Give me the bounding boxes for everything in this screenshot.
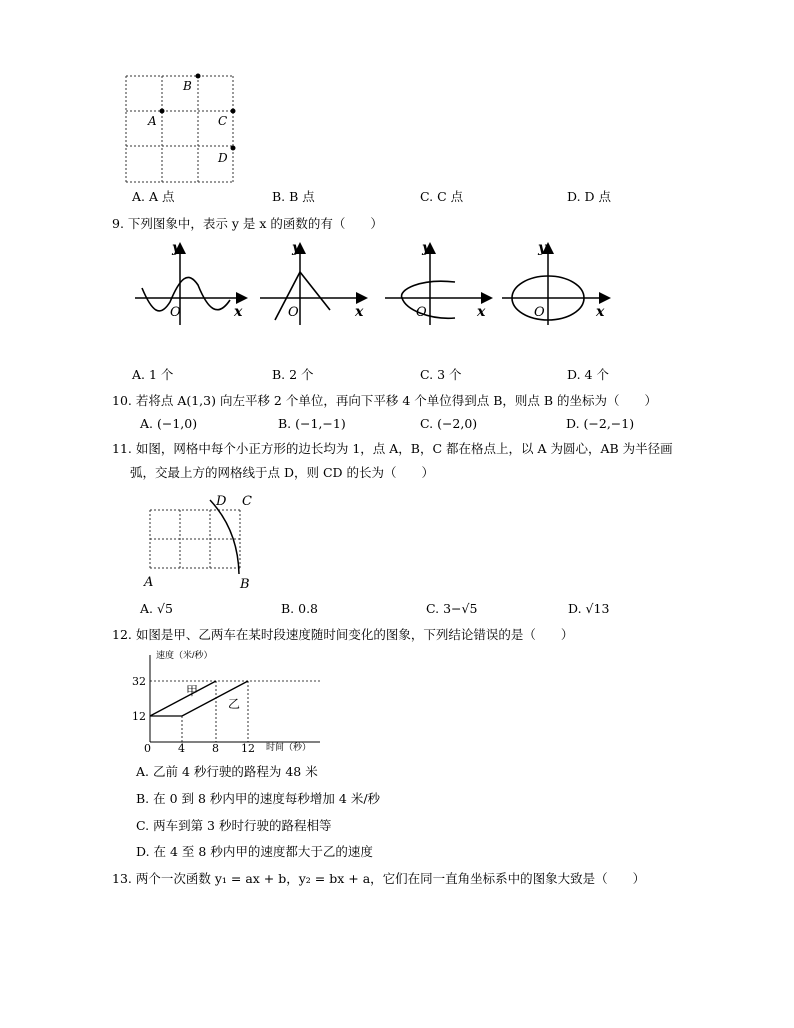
label-b: B	[183, 79, 192, 93]
label-a: A	[148, 114, 157, 128]
point-b	[196, 74, 201, 79]
svg-text:x: x	[234, 304, 243, 320]
q12-speed-chart	[132, 650, 330, 755]
svg-text:y: y	[292, 240, 301, 256]
svg-text:x: x	[477, 304, 486, 320]
chart-xlabel: 时间（秒）	[266, 742, 312, 752]
svg-text:y: y	[172, 240, 181, 256]
label-b: B	[240, 577, 250, 592]
xtick-4: 4	[178, 742, 185, 755]
xtick-8: 8	[212, 742, 219, 755]
q9-option-c[interactable]: C. 3 个	[420, 367, 462, 382]
q10-option-c[interactable]: C. (−2,0)	[420, 416, 478, 431]
svg-text:O: O	[534, 305, 545, 320]
label-d: D	[218, 151, 228, 165]
svg-text:O: O	[170, 305, 181, 320]
q8-grid-figure	[120, 70, 245, 190]
label-d: D	[216, 494, 227, 509]
series-label-jia: 甲	[186, 684, 199, 698]
graph-3	[385, 240, 490, 325]
svg-text:O: O	[416, 305, 427, 320]
q12-stem: 12. 如图是甲、乙两车在某时段速度随时间变化的图象，下列结论错误的是（ ）	[112, 627, 574, 642]
q11-stem-line1: 11. 如图，网格中每个小正方形的边长均为 1，点 A，B，C 都在格点上，以 A 为圆心，AB 为半径画	[112, 441, 673, 456]
q8-option-b[interactable]: B. B 点	[272, 189, 315, 204]
series-jia-line	[150, 681, 216, 716]
q8-option-d[interactable]: D. D 点	[567, 189, 612, 204]
svg-text:O: O	[288, 305, 299, 320]
chart-ylabel: 速度（米/秒）	[156, 650, 213, 660]
q11-option-b[interactable]: B. 0.8	[281, 601, 319, 616]
q13-stem: 13. 两个一次函数 y₁ = ax + b，y₂ = bx + a，它们在同一直角坐标系中的图象大致是（ ）	[112, 871, 646, 886]
q11-grid-figure	[140, 490, 260, 590]
svg-text:x: x	[596, 304, 605, 320]
ytick-12: 12	[132, 710, 146, 723]
q8-option-a[interactable]: A. A 点	[132, 189, 175, 204]
svg-text:y: y	[538, 240, 547, 256]
point-d	[231, 146, 236, 151]
q11-stem-line2: 弧，交最上方的网格线于点 D，则 CD 的长为（ ）	[130, 465, 435, 480]
q9-option-a[interactable]: A. 1 个	[132, 367, 174, 382]
q11-option-c[interactable]: C. 3−√5	[426, 601, 478, 616]
label-c: C	[218, 114, 228, 128]
series-label-yi: 乙	[228, 697, 241, 711]
q11-option-d[interactable]: D. √13	[568, 601, 610, 616]
q10-option-b[interactable]: B. (−1,−1)	[278, 416, 346, 431]
label-c: C	[242, 494, 252, 509]
q12-option-c[interactable]: C. 两车到第 3 秒时行驶的路程相等	[136, 818, 332, 833]
q11-option-a[interactable]: A. √5	[140, 601, 173, 616]
point-a	[160, 109, 165, 114]
graph-1	[135, 240, 245, 325]
q12-option-b[interactable]: B. 在 0 到 8 秒内甲的速度每秒增加 4 米/秒	[136, 791, 381, 806]
ytick-32: 32	[132, 675, 146, 688]
label-a: A	[144, 575, 154, 590]
q8-option-c[interactable]: C. C 点	[420, 189, 464, 204]
q10-option-a[interactable]: A. (−1,0)	[140, 416, 198, 431]
q12-option-a[interactable]: A. 乙前 4 秒行驶的路程为 48 米	[136, 764, 318, 779]
svg-text:x: x	[355, 304, 364, 320]
q12-option-d[interactable]: D. 在 4 至 8 秒内甲的速度都大于乙的速度	[136, 844, 373, 859]
q9-option-b[interactable]: B. 2 个	[272, 367, 314, 382]
q10-option-d[interactable]: D. (−2,−1)	[566, 416, 635, 431]
xtick-0: 0	[144, 742, 151, 755]
point-c	[231, 109, 236, 114]
q9-graphs	[130, 240, 620, 330]
graph-4	[502, 240, 608, 325]
svg-text:y: y	[422, 240, 431, 256]
q9-option-d[interactable]: D. 4 个	[567, 367, 609, 382]
xtick-12: 12	[241, 742, 255, 755]
graph-2	[260, 240, 365, 325]
q10-stem: 10. 若将点 A(1,3) 向左平移 2 个单位，再向下平移 4 个单位得到点 B，则点 B 的坐标为（ ）	[112, 393, 658, 408]
q9-stem: 9. 下列图象中，表示 y 是 x 的函数的有（ ）	[112, 216, 383, 231]
